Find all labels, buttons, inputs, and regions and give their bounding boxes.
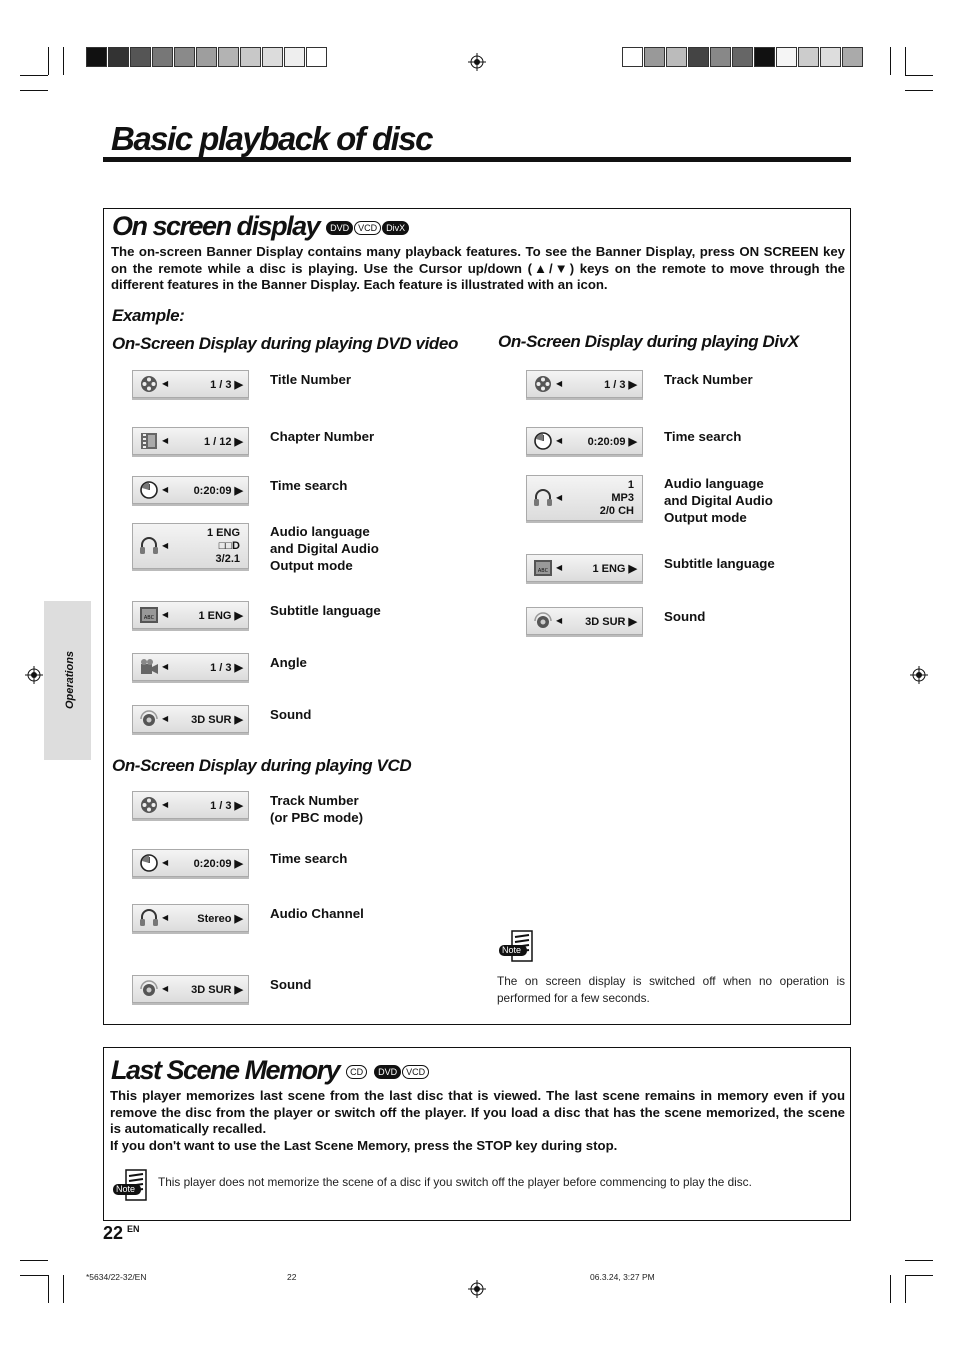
left-arrow-icon: ◀ [162, 800, 169, 809]
dvd-osd-banner [132, 427, 249, 455]
dvd-osd-banner [132, 601, 249, 629]
osd-value: 1 / 3 ▶ [210, 379, 243, 391]
left-arrow-icon: ◀ [162, 379, 169, 388]
svg-text:ABC: ABC [143, 615, 155, 621]
left-arrow-icon: ◀ [162, 610, 169, 619]
clock-icon [139, 854, 159, 872]
crop-mark [20, 90, 48, 91]
footer-date: 06.3.24, 3:27 PM [590, 1272, 655, 1282]
dvd-feature-label: Title Number [270, 372, 352, 387]
dvd-badge: DVD [326, 221, 353, 235]
color-swatch [196, 47, 217, 67]
color-swatch [732, 47, 753, 67]
dvd-osd-banner [132, 705, 249, 733]
vcd-heading: On-Screen Display during playing VCD [112, 756, 412, 775]
color-swatch [710, 47, 731, 67]
color-swatch [754, 47, 775, 67]
osd-value: 3D SUR ▶ [585, 616, 637, 628]
osd-value: 1 / 3 ▶ [210, 662, 243, 674]
osd-section [103, 208, 851, 1025]
left-arrow-icon: ◀ [162, 485, 169, 494]
osd-value: 1 ENG ▶ [198, 610, 243, 622]
color-swatch [666, 47, 687, 67]
speaker-icon [139, 710, 159, 728]
osd-value: Stereo ▶ [197, 913, 243, 925]
color-swatch [842, 47, 863, 67]
note-badge: Note [502, 945, 522, 955]
divx-feature-label: Subtitle language [664, 556, 775, 571]
color-swatch [130, 47, 151, 67]
divx-feature-label: Audio language and Digital Audio Output mode [664, 476, 773, 525]
divx-feature-label: Time search [664, 429, 742, 444]
crop-mark [905, 90, 933, 91]
divx-feature-label: Track Number [664, 372, 753, 387]
left-arrow-icon: ◀ [162, 984, 169, 993]
osd-value: 3D SUR ▶ [191, 714, 243, 726]
note-icon [498, 929, 536, 965]
color-swatch [820, 47, 841, 67]
crop-mark [63, 1275, 64, 1303]
cd-badge: CD [346, 1065, 367, 1079]
crop-mark [20, 75, 48, 76]
osd-value: 0:20:09 ▶ [193, 858, 243, 870]
osd-value: 0:20:09 ▶ [587, 436, 637, 448]
dvd-osd-banner [132, 370, 249, 398]
vcd-feature-label: Track Number (or PBC mode) [270, 793, 364, 825]
lsm-stop-instruction: If you don't want to use the Last Scene Memory, press the STOP key during stop. [110, 1138, 618, 1153]
dvd-osd-banner [132, 523, 249, 569]
lsm-title-row [111, 1055, 429, 1086]
osd-value: 1 / 3 ▶ [604, 379, 637, 391]
divx-badge: DivX [382, 221, 409, 235]
vcd-feature-label: Sound [270, 977, 312, 992]
dvd-osd-banner [132, 476, 249, 504]
color-swatch [306, 47, 327, 67]
svg-text:ABC: ABC [537, 568, 549, 574]
osd-value: 1 / 3 ▶ [210, 800, 243, 812]
color-swatch [262, 47, 283, 67]
osd-value: 1 MP3 2/0 CH [599, 479, 634, 517]
footer-page: 22 [287, 1272, 297, 1282]
color-swatch [174, 47, 195, 67]
example-label: Example: [112, 306, 185, 325]
dvd-heading: On-Screen Display during playing DVD video [112, 334, 458, 353]
osd-section-title: On screen display [112, 211, 320, 241]
divx-osd-banner [526, 370, 643, 398]
vcd-badge: VCD [354, 221, 381, 235]
vcd-feature-label: Time search [270, 851, 348, 866]
left-arrow-icon: ◀ [162, 436, 169, 445]
subtitle-icon [533, 559, 553, 577]
left-arrow-icon: ◀ [162, 714, 169, 723]
divx-osd-banner [526, 554, 643, 582]
osd-note: The on screen display is switched off when no operation is performed for a few seconds. [497, 974, 845, 1005]
crop-mark [905, 75, 933, 76]
left-arrow-icon: ◀ [162, 858, 169, 867]
disc-icon [533, 375, 553, 393]
registration-mark-icon [468, 1280, 486, 1298]
dvd-osd-banner [132, 653, 249, 681]
disc-icon [139, 375, 159, 393]
left-arrow-icon: ◀ [162, 913, 169, 922]
color-swatch [798, 47, 819, 67]
divx-heading: On-Screen Display during playing DivX [498, 332, 799, 351]
osd-value: 3D SUR ▶ [191, 984, 243, 996]
left-arrow-icon: ◀ [556, 563, 563, 572]
left-arrow-icon: ◀ [162, 541, 169, 550]
left-arrow-icon: ◀ [556, 493, 563, 502]
vcd-feature-label: Audio Channel [270, 906, 364, 921]
left-arrow-icon: ◀ [162, 662, 169, 671]
note-badge: Note [116, 1184, 136, 1194]
registration-mark-icon [25, 666, 43, 684]
vcd-osd-banner [132, 975, 249, 1003]
color-swatch [218, 47, 239, 67]
page-lang: EN [127, 1224, 140, 1234]
dvd-badge: DVD [374, 1065, 401, 1079]
lsm-paragraph: This player memorizes last scene from the last disc that is viewed. The last scene remains in memory even if you remove the disc from the player or switch off the player. If you load a disc that has the scene memorized, the scene is automatically recalled. [110, 1088, 845, 1137]
divx-feature-label: Sound [664, 609, 706, 624]
osd-value: 1 / 12 ▶ [203, 436, 243, 448]
left-arrow-icon: ◀ [556, 436, 563, 445]
crop-mark [890, 1275, 891, 1303]
registration-mark-icon [910, 666, 928, 684]
lsm-section-title: Last Scene Memory [111, 1055, 340, 1085]
footer-file: *5634/22-32/EN [86, 1272, 147, 1282]
vcd-osd-banner [132, 904, 249, 932]
disc-icon [139, 796, 159, 814]
clock-icon [533, 432, 553, 450]
color-swatch [688, 47, 709, 67]
color-swatch [152, 47, 173, 67]
color-swatch [240, 47, 261, 67]
headphone-icon [139, 909, 159, 927]
clock-icon [139, 481, 159, 499]
crop-mark [20, 1275, 48, 1276]
left-arrow-icon: ◀ [556, 616, 563, 625]
dvd-feature-label: Time search [270, 478, 348, 493]
left-arrow-icon: ◀ [556, 379, 563, 388]
color-swatch [622, 47, 643, 67]
osd-title-row [112, 211, 409, 242]
lsm-section [103, 1047, 851, 1221]
crop-mark [905, 1260, 933, 1261]
color-swatch [776, 47, 797, 67]
page-title: Basic playback of disc [111, 120, 432, 157]
page-number: 22 [103, 1223, 124, 1243]
color-swatch [108, 47, 129, 67]
headphone-icon [533, 489, 553, 507]
crop-mark [20, 1260, 48, 1261]
osd-value: 1 ENG ▶ [592, 563, 637, 575]
crop-mark [63, 47, 64, 75]
headphone-icon [139, 537, 159, 555]
dvd-feature-label: Chapter Number [270, 429, 375, 444]
registration-mark-icon [468, 53, 486, 71]
speaker-icon [533, 612, 553, 630]
color-swatch [644, 47, 665, 67]
divx-osd-banner [526, 475, 643, 521]
lsm-note: This player does not memorize the scene of a disc if you switch off the player before commencing to play the disc. [158, 1175, 752, 1189]
osd-intro: The on-screen Banner Display contains many playback features. To see the Banner Display, press ON SCREEN key on the remote while a disc is playing. Use the Cursor up/down (▲/▼) keys on the remote to move through the different features in the Banner Display. Each feature is illustrated with an icon. [111, 244, 845, 293]
divx-osd-banner [526, 607, 643, 635]
dvd-feature-label: Audio language and Digital Audio Output mode [270, 524, 379, 573]
subtitle-icon [139, 606, 159, 624]
vcd-osd-banner [132, 849, 249, 877]
crop-mark [48, 47, 49, 75]
color-swatch [86, 47, 107, 67]
chapter-icon [139, 432, 159, 450]
camera-icon [139, 658, 159, 676]
color-swatch [284, 47, 305, 67]
osd-value: 0:20:09 ▶ [193, 485, 243, 497]
vcd-badge: VCD [402, 1065, 429, 1079]
crop-mark [905, 1275, 933, 1276]
speaker-icon [139, 980, 159, 998]
osd-value: 1 ENG □□D 3/2.1 [206, 527, 240, 565]
crop-mark [890, 47, 891, 75]
crop-mark [905, 1275, 906, 1303]
divx-osd-banner [526, 427, 643, 455]
dvd-feature-label: Angle [270, 655, 307, 670]
crop-mark [48, 1275, 49, 1303]
dvd-feature-label: Subtitle language [270, 603, 381, 618]
vcd-osd-banner [132, 791, 249, 819]
dvd-feature-label: Sound [270, 707, 312, 722]
note-icon [112, 1168, 150, 1204]
side-tab-label: Operations [64, 650, 76, 710]
title-rule [103, 157, 851, 162]
crop-mark [905, 47, 906, 75]
